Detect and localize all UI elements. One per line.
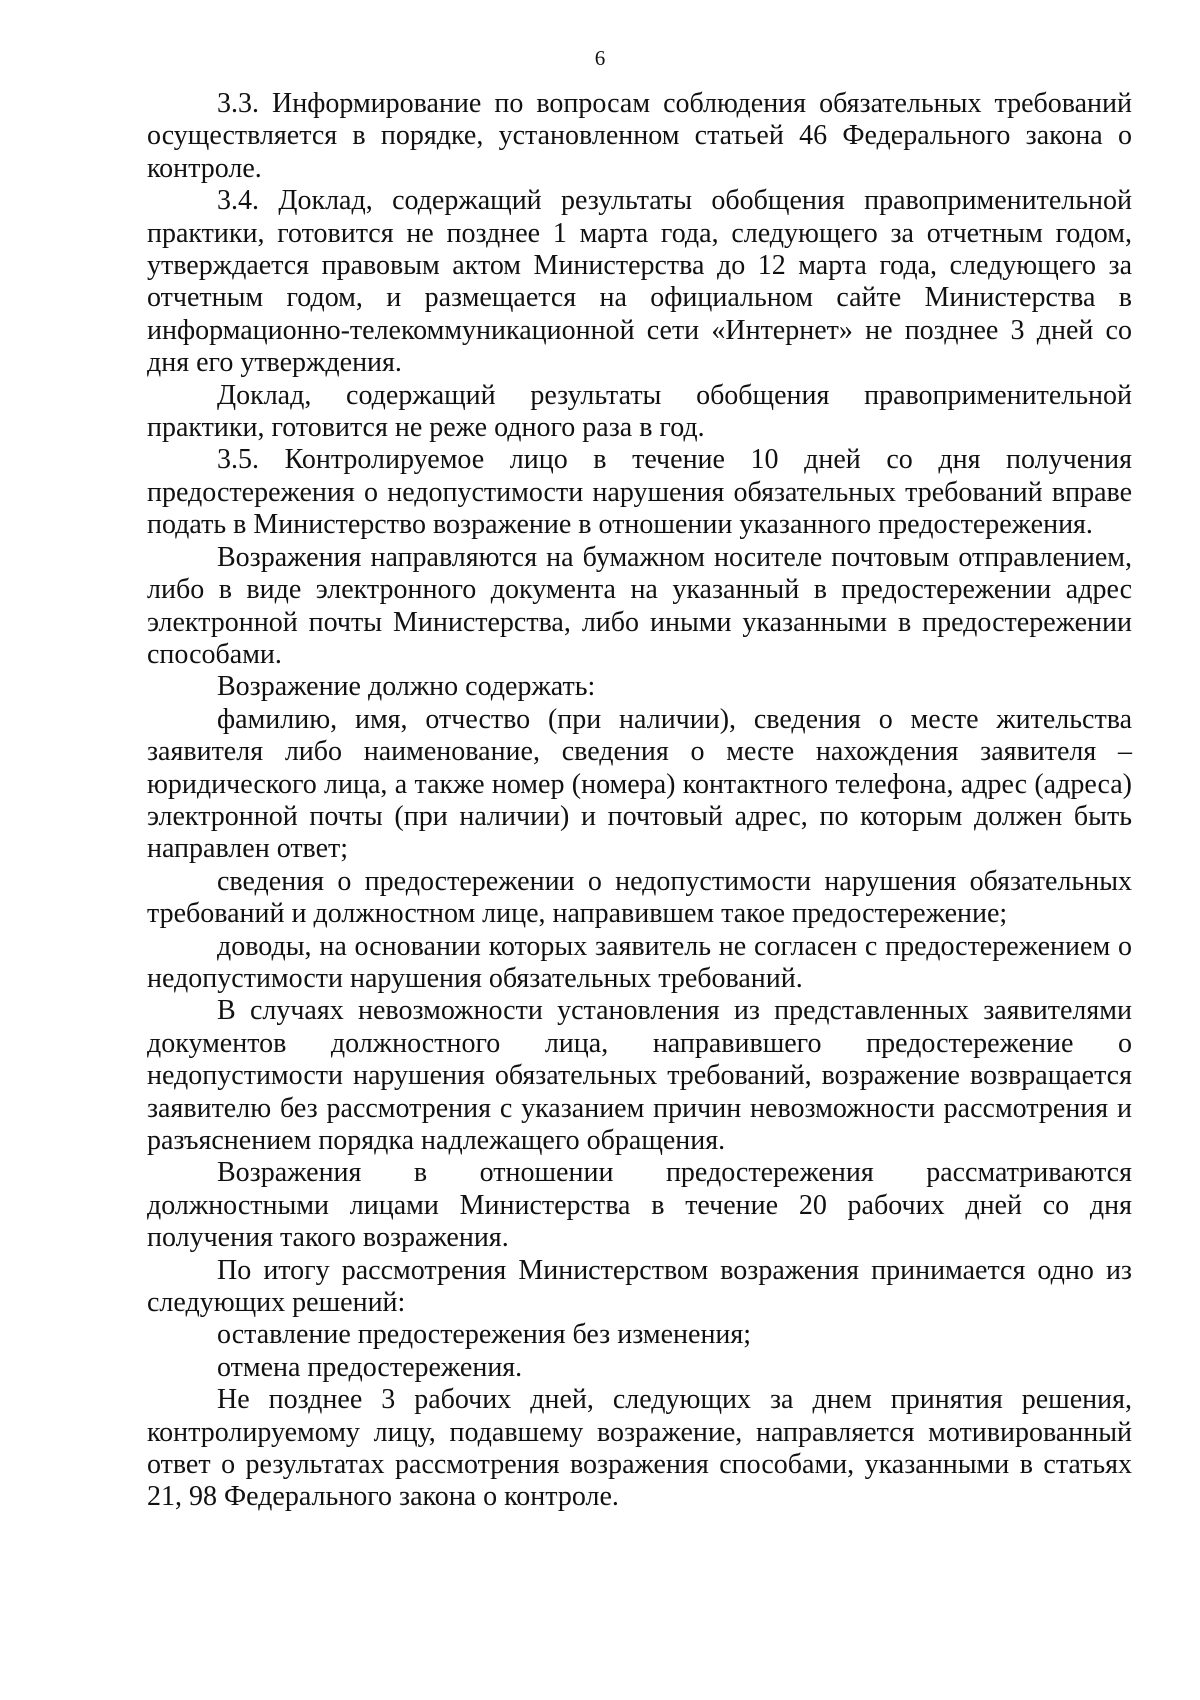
paragraph-return-without-review: В случаях невозможности установления из представленных заявителями документов должностного лица, направившего предостережение о недопустимости нарушения обязательных требований, возражение возвращается заявителю без рассмотрения с указанием причин невозможности рассмотрения и разъяснением порядка надлежащего обращения. [147, 995, 1132, 1156]
paragraph-objection-delivery: Возражения направляются на бумажном носителе почтовым отправлением, либо в виде электронного документа на указанный в предостережении адрес электронной почты Министерства, либо иными указанными в предостережении способами. [147, 541, 1132, 670]
list-item-decision-cancel: отмена предостережения. [217, 1351, 523, 1383]
paragraph-objection-contents-intro: Возражение должно содержать: [217, 671, 596, 703]
paragraph-3-3: 3.3. Информирование по вопросам соблюдения обязательных требований осуществляется в порядке, установленном статьей 46 Федерального закона о контроле. [147, 88, 1132, 184]
paragraph-3-5: 3.5. Контролируемое лицо в течение 10 дней со дня получения предостережения о недопустимости нарушения обязательных требований вправе подать в Министерство возражение в отношении указанного предостережения. [147, 444, 1132, 541]
page-number: 6 [594, 46, 606, 70]
list-item-warning-info: сведения о предостережении о недопустимости нарушения обязательных требований и должностном лице, направившем такое предостережение; [147, 865, 1132, 930]
list-item-decision-keep: оставление предостережения без изменения; [217, 1319, 752, 1351]
list-item-applicant-info: фамилию, имя, отчество (при наличии), сведения о месте жительства заявителя либо наименование, сведения о месте нахождения заявителя – юридического лица, а также номер (номера) контактного телефона, адрес (адреса) электронной почты (при наличии) и почтовый адрес, по которым должен быть направлен ответ; [147, 703, 1132, 865]
paragraph-decision-intro: По итогу рассмотрения Министерством возражения принимается одно из следующих решений: [147, 1254, 1132, 1319]
paragraph-3-4: 3.4. Доклад, содержащий результаты обобщения правоприменительной практики, готовится не позднее 1 марта года, следующего за отчетным годом, утверждается правовым актом Министерства до 12 марта года, следующего за отчетным годом, и размещается на официальном сайте Министерства в информационно-телекоммуникационной сети «Интернет» не позднее 3 дней со дня его утверждения. [147, 185, 1132, 379]
document-body [147, 88, 1132, 1514]
paragraph-review-period: Возражения в отношении предостережения рассматриваются должностными лицами Министерства в течение 20 рабочих дней со дня получения такого возражения. [147, 1157, 1132, 1254]
paragraph-report-frequency: Доклад, содержащий результаты обобщения правоприменительной практики, готовится не реже одного раза в год. [147, 379, 1132, 444]
paragraph-response-deadline: Не позднее 3 рабочих дней, следующих за днем принятия решения, контролируемому лицу, подавшему возражение, направляется мотивированный ответ о результатах рассмотрения возражения способами, указанными в статьях 21, 98 Федерального закона о контроле. [147, 1384, 1132, 1513]
list-item-arguments: доводы, на основании которых заявитель не согласен с предостережением о недопустимости нарушения обязательных требований. [147, 930, 1132, 994]
